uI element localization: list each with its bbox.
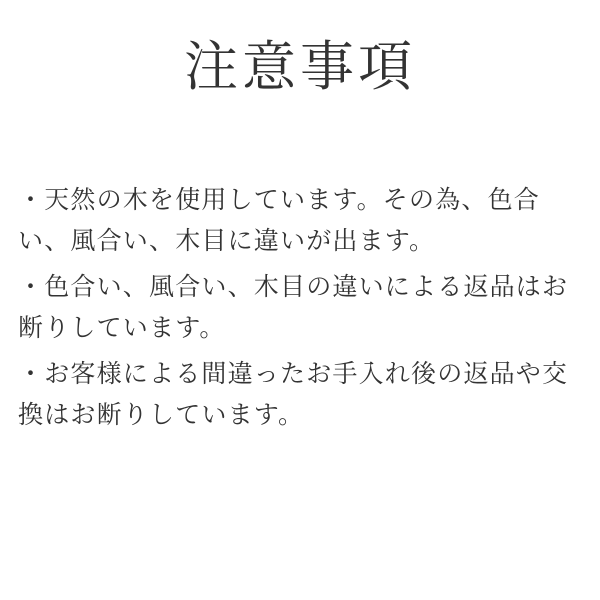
- list-item: ・色合い、風合い、木目の違いによる返品はお断りしています。: [18, 272, 569, 342]
- list-item: ・お客様による間違ったお手入れ後の返品や交換はお断りしています。: [18, 359, 569, 429]
- list-item: ・天然の木を使用しています。その為、色合い、風合い、木目に違いが出ます。: [18, 185, 541, 255]
- notice-list: [18, 180, 584, 441]
- page-title: 注意事項: [184, 35, 416, 98]
